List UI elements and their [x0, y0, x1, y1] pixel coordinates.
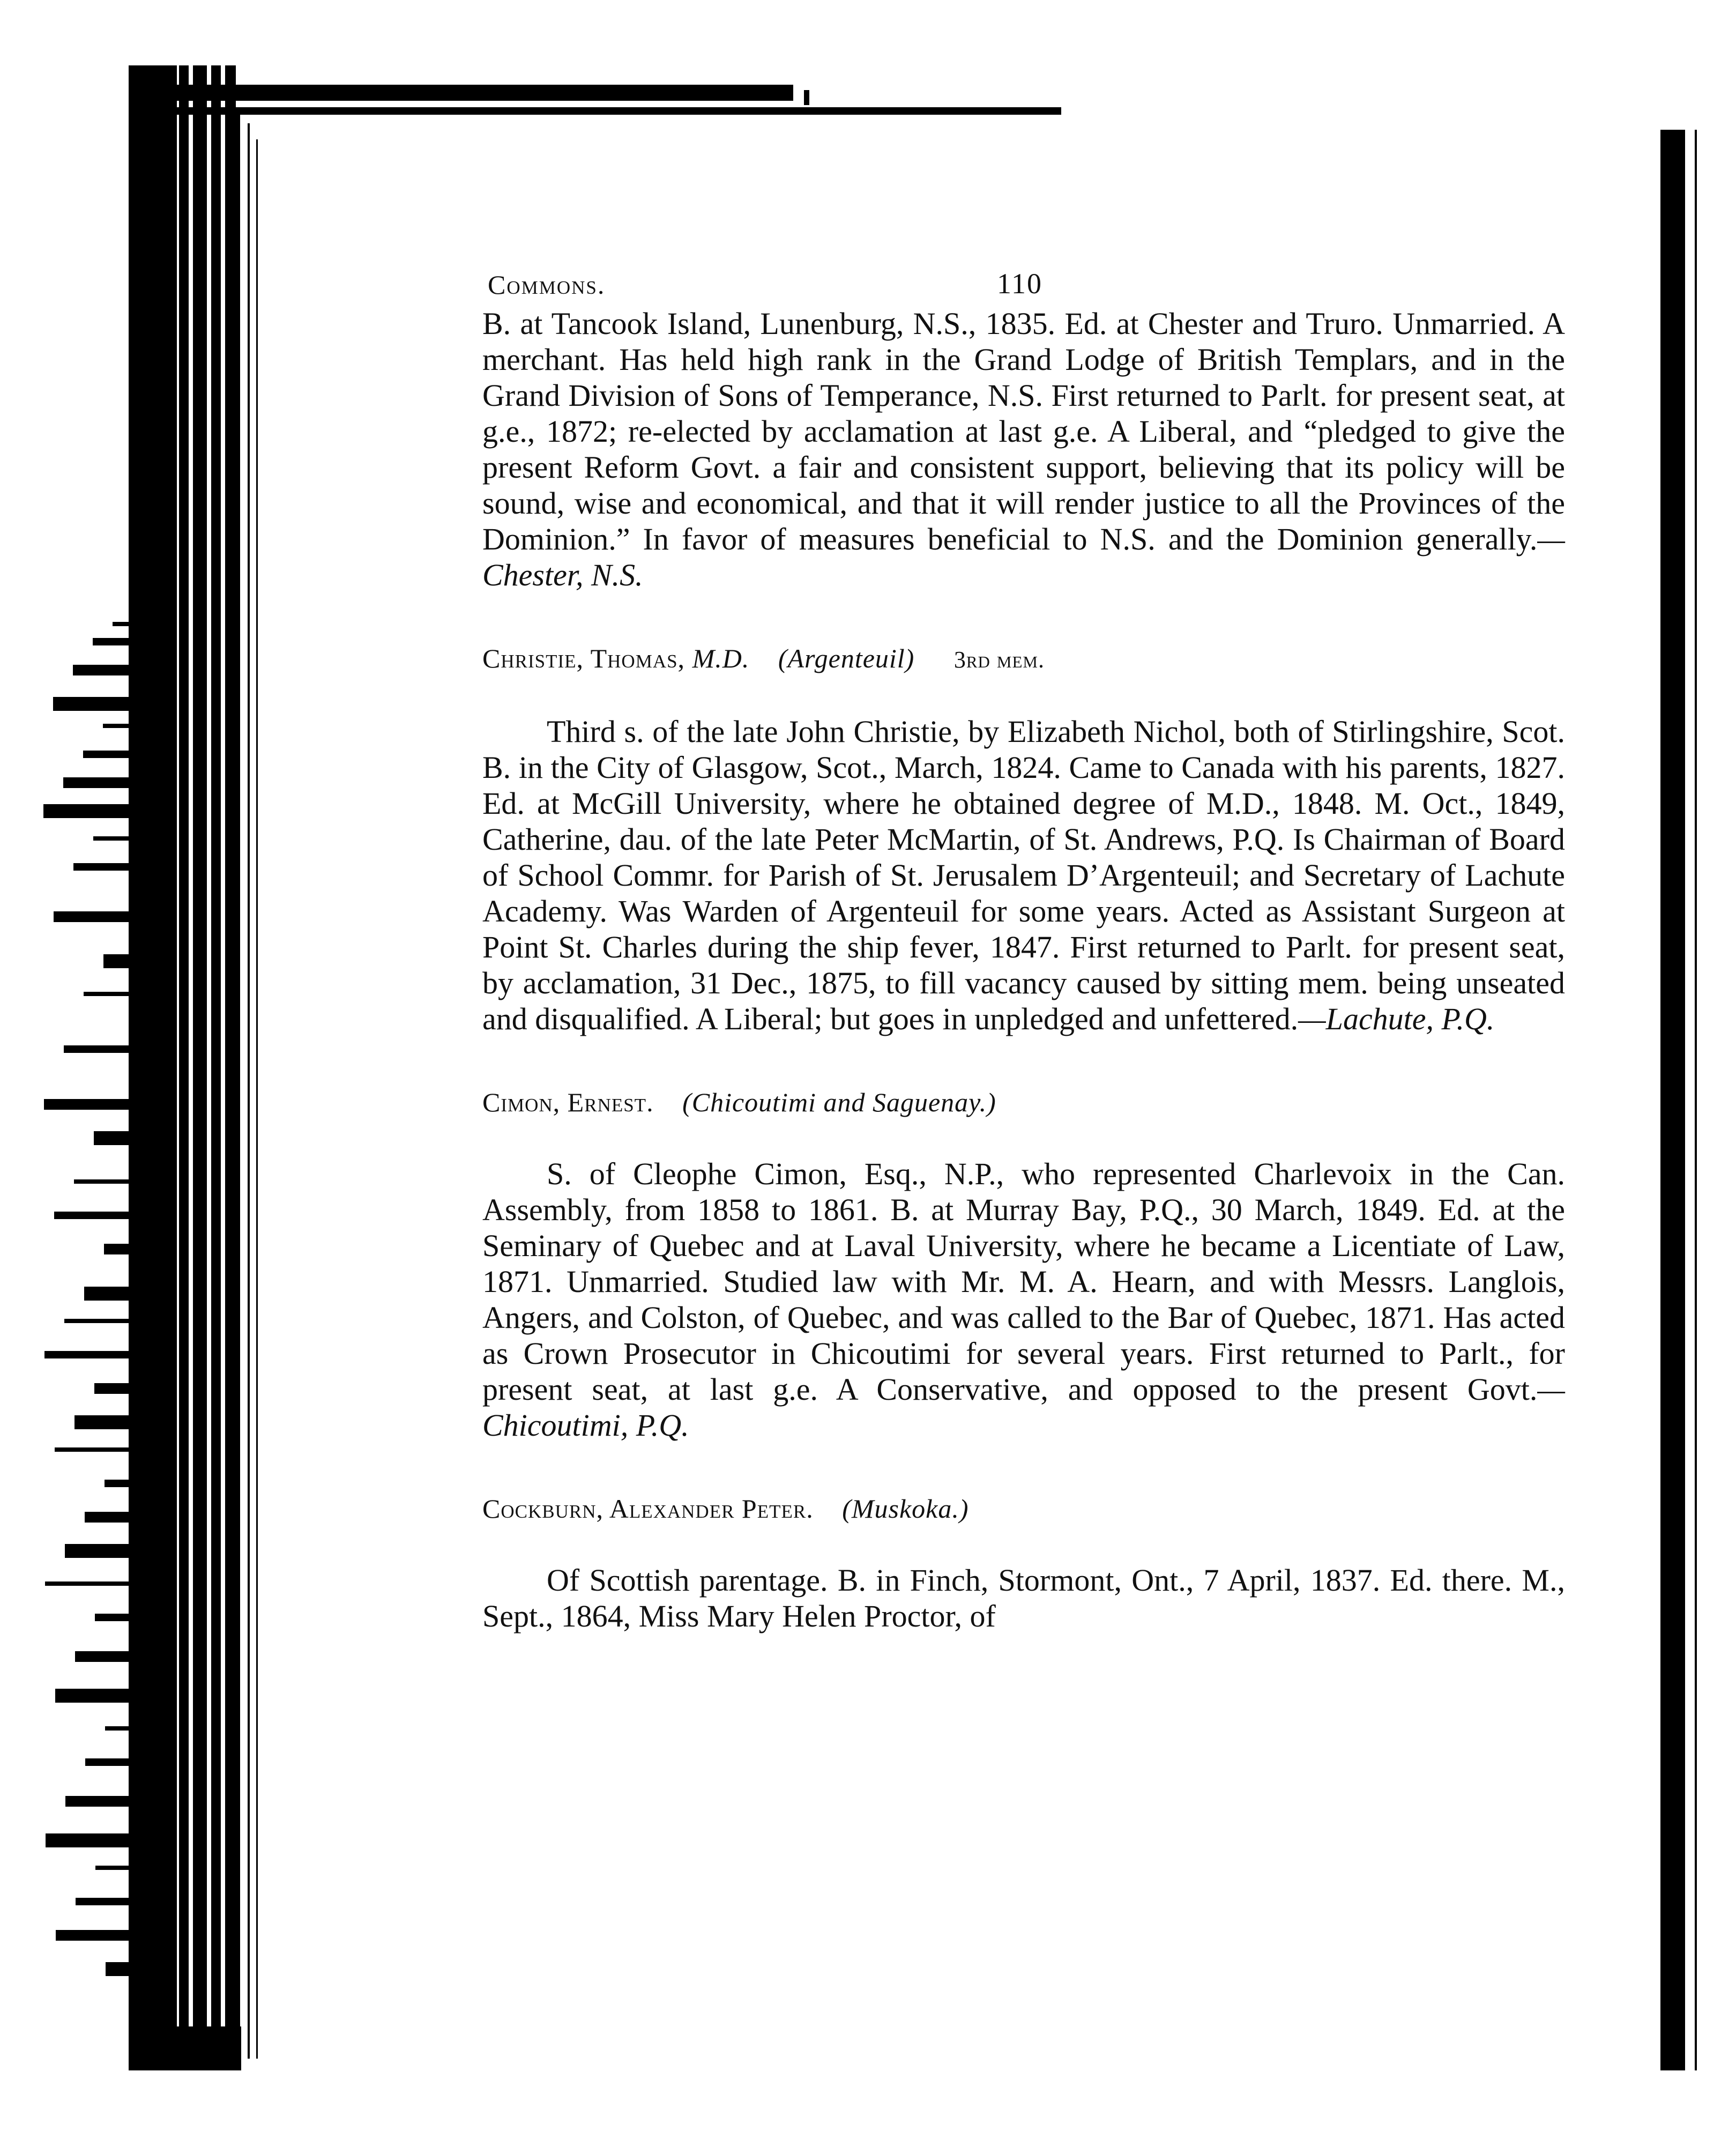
- scan-margin-mark: [106, 1962, 129, 1976]
- scan-margin-mark: [93, 638, 129, 645]
- scan-margin-mark: [44, 1099, 129, 1110]
- running-head: [482, 257, 1565, 306]
- page-number: 110: [997, 268, 1042, 300]
- scan-margin-mark: [113, 622, 129, 626]
- scan-margin-mark: [65, 1796, 129, 1807]
- scan-margin-mark: [103, 724, 129, 728]
- scan-margin-mark: [44, 1351, 129, 1358]
- scan-inner-rule: [248, 123, 250, 2059]
- scan-margin-mark: [55, 1689, 129, 1703]
- paragraph-text: Third s. of the late John Christie, by Elizabeth Nichol, both of Stirlingshire, Scot. B. in the City of Glasgow, Scot., March, 1824. Came to Canada with his parents, 1827. Ed. at McGill University, where he obtained degree of M.D., 1848. M. Oct., 1849, Catherine, dau. of the late Peter McMartin, of St. Andrews, P.Q. Is Chairman of Board of School Commr. for Parish of St. Jerusalem D’Argenteuil; and Secretary of Lachute Academy. Was Warden of Argenteuil for some years. Acted as Assistant Surgeon at Point St. Charles during the ship fever, 1847. First returned to Parlt. for present seat, by acclamation, 31 Dec., 1875, to fill vacancy caused by sitting mem. being unseated and disqualified. A Liberal; but goes in unpledged and unfettered.: [482, 714, 1565, 1036]
- scan-margin-mark: [85, 1758, 129, 1766]
- entry-paragraph: [482, 714, 1565, 1037]
- scan-margin-mark: [53, 697, 129, 711]
- scan-margin-mark: [94, 1131, 129, 1145]
- scan-margin-mark: [56, 1930, 129, 1941]
- entry-heading: [482, 1086, 1565, 1118]
- scan-margin-mark: [103, 954, 129, 968]
- scan-margin-mark: [105, 1480, 129, 1487]
- page-content: [482, 257, 1565, 1634]
- scan-margin-mark: [83, 751, 129, 758]
- scan-margin-mark: [74, 1179, 129, 1184]
- scan-margin-mark: [73, 665, 129, 675]
- residence: —Chicoutimi, P.Q.: [482, 1372, 1565, 1443]
- scan-margin-mark: [64, 1319, 129, 1323]
- scan-margin-mark: [76, 1898, 129, 1905]
- scan-edge-bottom: [129, 2026, 241, 2070]
- scan-margin-mark: [43, 804, 129, 818]
- scan-margin-mark: [64, 1045, 129, 1053]
- constituency: (Argenteuil): [778, 643, 915, 673]
- scan-top-rule-thin: [161, 107, 1061, 115]
- paragraph-text: Of Scottish parentage. B. in Finch, Stormont, Ont., 7 April, 1837. Ed. there. M., Sept., 1864, Miss Mary Helen Proctor, of: [482, 1563, 1565, 1633]
- entry-paragraph: [482, 1562, 1565, 1634]
- scan-margin-mark: [73, 863, 129, 871]
- paragraph-text: B. at Tancook Island, Lunenburg, N.S., 1835. Ed. at Chester and Truro. Unmarried. A merchant. Has held high rank in the Grand Lodge of British Templars, and in the Grand Division of Sons of Temperance, N.S. First returned to Parlt. for present seat, at g.e., 1872; re-elected by acclamation at last g.e. A Liberal, and “pledged to give the present Reform Govt. a fair and consistent support, believing that its policy will be sound, wise and economical, and that it will render justice to all the Provinces of the Dominion.” In favor of measures beneficial to N.S. and the Dominion generally.: [482, 306, 1565, 556]
- scan-inner-rule: [256, 139, 258, 2059]
- scan-margin-mark: [75, 1651, 129, 1662]
- scan-edge-right: [1660, 130, 1685, 2070]
- member-name: Christie, Thomas,: [482, 643, 686, 673]
- scan-margin-mark: [65, 1544, 129, 1558]
- residence: —Chester, N.S.: [482, 522, 1565, 592]
- section-title: Commons.: [488, 270, 606, 300]
- scan-margin-mark: [54, 1212, 129, 1219]
- constituency: (Chicoutimi and Saguenay.): [682, 1087, 996, 1117]
- scan-margin-mark: [105, 1726, 129, 1731]
- scan-margin-mark: [84, 1287, 129, 1301]
- scan-edge-right-thin: [1695, 130, 1697, 2070]
- residence: —Lachute, P.Q.: [1298, 1001, 1495, 1036]
- entry-heading: [482, 1493, 1565, 1525]
- scan-top-tick: [804, 90, 809, 105]
- scan-margin-mark: [74, 1415, 129, 1429]
- scan-margin-mark: [95, 1614, 129, 1621]
- member-note: 3rd mem.: [953, 647, 1045, 673]
- entry-paragraph: [482, 306, 1565, 593]
- member-name: Cockburn, Alexander Peter.: [482, 1494, 814, 1524]
- entry-paragraph: [482, 1156, 1565, 1443]
- scan-edge-left-solid: [129, 65, 177, 2060]
- scan-margin-mark: [46, 1833, 129, 1847]
- constituency: (Muskoka.): [842, 1494, 969, 1524]
- scan-margin-mark: [85, 1512, 129, 1523]
- scan-margin-mark: [95, 1866, 129, 1870]
- member-name: Cimon, Ernest.: [482, 1087, 654, 1117]
- scan-top-rule: [129, 85, 793, 101]
- member-degree: M.D.: [692, 643, 750, 673]
- scan-margin-mark: [84, 992, 129, 996]
- paragraph-text: S. of Cleophe Cimon, Esq., N.P., who represented Charlevoix in the Can. Assembly, from 1858 to 1861. B. at Murray Bay, P.Q., 30 March, 1849. Ed. at the Seminary of Quebec and at Laval University, where he became a Licentiate of Law, 1871. Unmarried. Studied law with Mr. M. A. Hearn, and with Messrs. Langlois, Angers, and Colston, of Quebec, and was called to the Bar of Quebec, 1871. Has acted as Crown Prosecutor in Chicoutimi for several years. First returned to Parlt., for present seat, at last g.e. A Conservative, and opposed to the present Govt.: [482, 1156, 1565, 1407]
- scan-margin-mark: [104, 1244, 129, 1254]
- scan-margin-mark: [55, 1447, 129, 1452]
- scan-margin-mark: [94, 1383, 129, 1394]
- scan-margin-mark: [45, 1581, 129, 1586]
- scan-margin-mark: [54, 911, 129, 922]
- scan-margin-mark: [63, 777, 129, 788]
- scan-inner-rule: [236, 107, 240, 2064]
- scan-margin-mark: [93, 836, 129, 841]
- entry-heading: [482, 642, 1565, 676]
